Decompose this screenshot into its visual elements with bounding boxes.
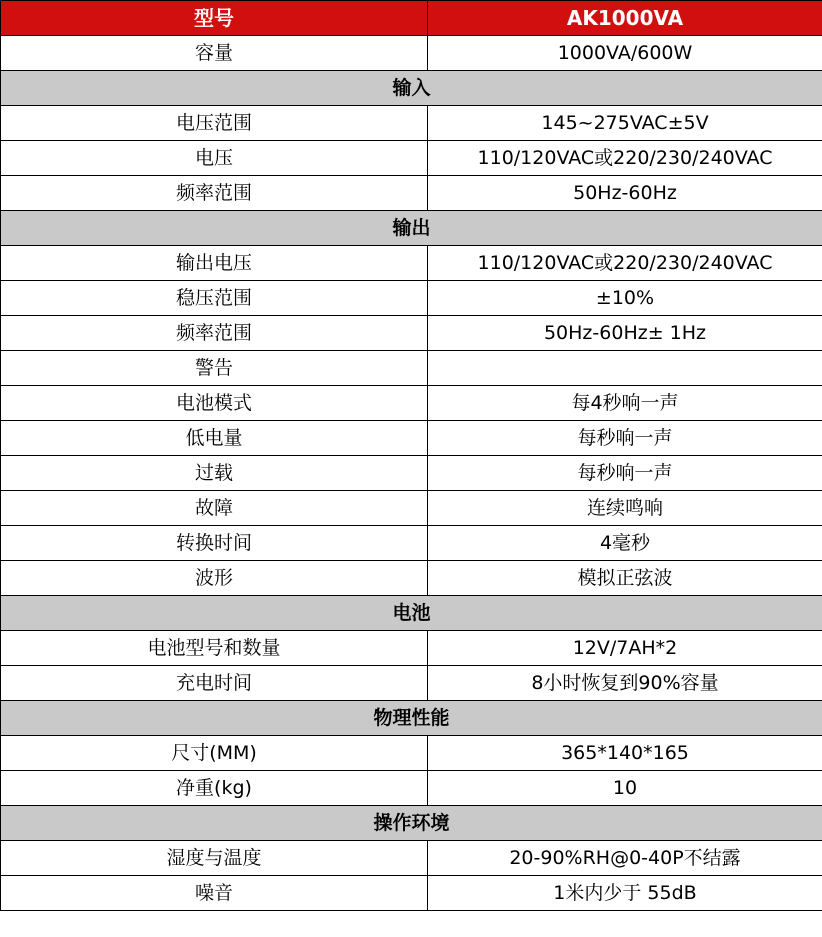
row-value: 110/120VAC或220/230/240VAC bbox=[428, 141, 822, 176]
row-label: 电池型号和数量 bbox=[1, 631, 428, 666]
table-row bbox=[1, 876, 822, 911]
row-value: 每4秒响一声 bbox=[428, 386, 822, 421]
table-row bbox=[1, 106, 822, 141]
row-value: 每秒响一声 bbox=[428, 456, 822, 491]
row-value: 4毫秒 bbox=[428, 526, 822, 561]
table-row bbox=[1, 491, 822, 526]
section-header bbox=[1, 71, 822, 106]
section-title: 操作环境 bbox=[1, 806, 822, 841]
row-value: 50Hz-60Hz bbox=[428, 176, 822, 211]
row-label: 电压范围 bbox=[1, 106, 428, 141]
row-value: 模拟正弦波 bbox=[428, 561, 822, 596]
table-row bbox=[1, 666, 822, 701]
row-label: 净重(kg) bbox=[1, 771, 428, 806]
table-row bbox=[1, 246, 822, 281]
row-value: 10 bbox=[428, 771, 822, 806]
row-label: 电池模式 bbox=[1, 386, 428, 421]
section-title: 输出 bbox=[1, 211, 822, 246]
table-row bbox=[1, 736, 822, 771]
row-value: 12V/7AH*2 bbox=[428, 631, 822, 666]
table-row bbox=[1, 386, 822, 421]
header-row bbox=[1, 1, 822, 36]
table-row bbox=[1, 351, 822, 386]
row-label: 噪音 bbox=[1, 876, 428, 911]
section-title: 输入 bbox=[1, 71, 822, 106]
table-row bbox=[1, 141, 822, 176]
model-label: 型号 bbox=[1, 1, 428, 36]
row-label: 充电时间 bbox=[1, 666, 428, 701]
row-label: 输出电压 bbox=[1, 246, 428, 281]
row-value bbox=[428, 351, 822, 386]
row-label: 频率范围 bbox=[1, 316, 428, 351]
row-label: 低电量 bbox=[1, 421, 428, 456]
table-row bbox=[1, 456, 822, 491]
row-value: 20-90%RH@0-40P不结露 bbox=[428, 841, 822, 876]
section-title: 物理性能 bbox=[1, 701, 822, 736]
row-label: 故障 bbox=[1, 491, 428, 526]
model-value: AK1000VA bbox=[428, 1, 822, 36]
row-label: 尺寸(MM) bbox=[1, 736, 428, 771]
row-label: 过载 bbox=[1, 456, 428, 491]
section-header bbox=[1, 211, 822, 246]
section-header bbox=[1, 701, 822, 736]
row-label: 频率范围 bbox=[1, 176, 428, 211]
row-label: 容量 bbox=[1, 36, 428, 71]
row-value: 1000VA/600W bbox=[428, 36, 822, 71]
section-header bbox=[1, 596, 822, 631]
table-row bbox=[1, 421, 822, 456]
row-label: 湿度与温度 bbox=[1, 841, 428, 876]
table-row bbox=[1, 316, 822, 351]
row-value: 110/120VAC或220/230/240VAC bbox=[428, 246, 822, 281]
row-label: 电压 bbox=[1, 141, 428, 176]
table-row bbox=[1, 281, 822, 316]
table-row bbox=[1, 526, 822, 561]
table-row bbox=[1, 771, 822, 806]
table-row bbox=[1, 176, 822, 211]
row-label: 稳压范围 bbox=[1, 281, 428, 316]
section-header bbox=[1, 806, 822, 841]
row-value: 145~275VAC±5V bbox=[428, 106, 822, 141]
row-value: 8小时恢复到90%容量 bbox=[428, 666, 822, 701]
row-value: 1米内少于 55dB bbox=[428, 876, 822, 911]
table-row bbox=[1, 561, 822, 596]
row-label: 波形 bbox=[1, 561, 428, 596]
row-label: 警告 bbox=[1, 351, 428, 386]
row-value: ±10% bbox=[428, 281, 822, 316]
row-value: 365*140*165 bbox=[428, 736, 822, 771]
table-row bbox=[1, 631, 822, 666]
table-row bbox=[1, 36, 822, 71]
row-value: 每秒响一声 bbox=[428, 421, 822, 456]
section-title: 电池 bbox=[1, 596, 822, 631]
row-label: 转换时间 bbox=[1, 526, 428, 561]
table-row bbox=[1, 841, 822, 876]
row-value: 50Hz-60Hz± 1Hz bbox=[428, 316, 822, 351]
row-value: 连续鸣响 bbox=[428, 491, 822, 526]
